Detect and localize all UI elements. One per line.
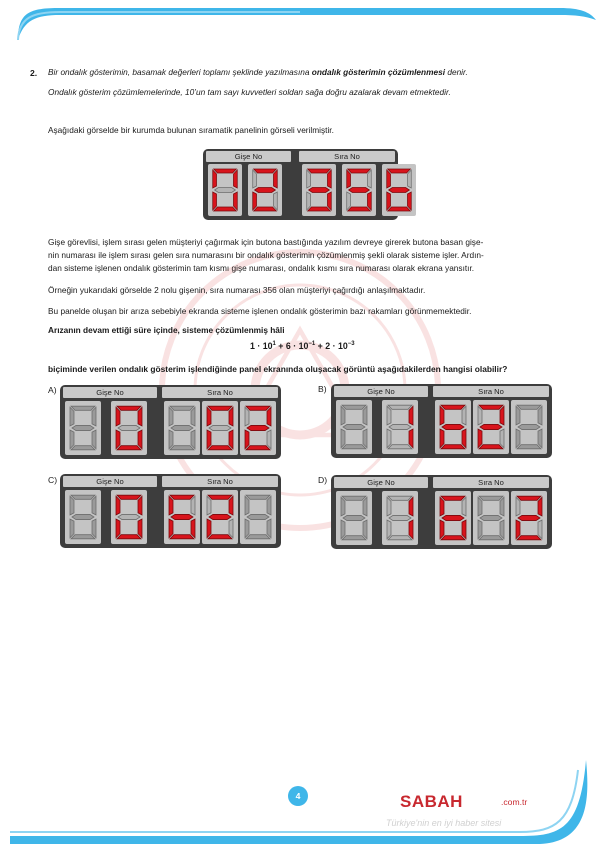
intro-line-2: Ondalık gösterim çözümlemelerinde, 10’un tam sayı kuvvetleri soldan sağa doğru azalarak devam etmektedir. xyxy=(48,87,451,97)
segment-f xyxy=(169,496,173,515)
segment-d xyxy=(441,536,465,540)
main-digit-2 xyxy=(248,164,282,216)
segment-c xyxy=(500,429,504,448)
segment-d xyxy=(342,445,366,449)
segment-c xyxy=(92,519,96,538)
segment-c xyxy=(138,430,142,449)
segment-c xyxy=(538,520,542,539)
segment-f xyxy=(478,497,482,516)
segment-g xyxy=(343,515,365,520)
segment-d xyxy=(254,207,277,211)
gise-no-label: Gişe No xyxy=(206,151,291,162)
segment-e xyxy=(307,192,311,210)
segment-e xyxy=(245,519,249,538)
segment-g xyxy=(72,514,94,519)
segment-b xyxy=(409,406,413,425)
segment-g xyxy=(255,188,276,193)
segment-f xyxy=(245,407,249,426)
segment-g xyxy=(343,424,365,429)
segment-g xyxy=(171,425,193,430)
segment-f xyxy=(387,406,391,425)
segment-f xyxy=(213,170,217,188)
segment-f xyxy=(440,406,444,425)
fault-text: Bu panelde oluşan bir arıza sebebiyle ekranda sisteme işlenen ondalık gösterimin bazı rakamları görünmemektedir. xyxy=(48,306,472,316)
segment-a xyxy=(348,169,371,173)
segment-a xyxy=(170,406,194,410)
segment-g xyxy=(215,188,236,193)
segment-g xyxy=(389,515,411,520)
segment-b xyxy=(538,497,542,516)
main-digit-3 xyxy=(302,164,336,216)
segment-d xyxy=(441,445,465,449)
intro-line-1: Bir ondalık gösterimin, basamak değerleri toplamı şeklinde yazılmasına ondalık gösterimin çözümlenmesi denir. xyxy=(48,67,468,77)
bold-intro-text: Arızanın devam ettiği süre içinde, sisteme çözümlenmiş hâli xyxy=(48,325,285,335)
segment-f xyxy=(116,407,120,426)
option-d-digit-5 xyxy=(511,491,547,545)
segment-d xyxy=(388,536,412,540)
segment-a xyxy=(208,495,232,499)
segment-c xyxy=(409,520,413,539)
segment-f xyxy=(307,170,311,188)
segment-b xyxy=(409,497,413,516)
segment-e xyxy=(341,429,345,448)
page-number-badge: 4 xyxy=(288,786,308,806)
option-c-panel[interactable] xyxy=(60,474,281,548)
segment-e xyxy=(516,520,520,539)
segment-a xyxy=(208,406,232,410)
segment-f xyxy=(341,497,345,516)
segment-c xyxy=(267,430,271,449)
segment-e xyxy=(70,430,74,449)
segment-g xyxy=(349,188,370,193)
option-a-digit-1 xyxy=(65,401,101,455)
segment-d xyxy=(517,536,541,540)
segment-g xyxy=(247,514,269,519)
segment-a xyxy=(214,169,237,173)
segment-b xyxy=(408,170,412,188)
segment-a xyxy=(246,406,270,410)
segment-c xyxy=(462,520,466,539)
main-queue-panel xyxy=(203,149,398,220)
segment-c xyxy=(328,192,332,210)
segment-g xyxy=(442,515,464,520)
segment-e xyxy=(516,429,520,448)
segment-f xyxy=(516,406,520,425)
option-d-label[interactable]: D) xyxy=(318,475,328,485)
segment-d xyxy=(71,446,95,450)
segment-d xyxy=(388,445,412,449)
segment-e xyxy=(440,520,444,539)
segment-g xyxy=(309,188,330,193)
option-a-panel[interactable] xyxy=(60,385,281,459)
segment-d xyxy=(208,535,232,539)
segment-f xyxy=(347,170,351,188)
sira-no-label: Sıra No xyxy=(162,476,278,487)
segment-g xyxy=(518,515,540,520)
segment-d xyxy=(348,207,371,211)
segment-g xyxy=(389,424,411,429)
segment-g xyxy=(118,425,140,430)
option-d-digit-1 xyxy=(336,491,372,545)
segment-c xyxy=(363,520,367,539)
segment-b xyxy=(500,406,504,425)
segment-e xyxy=(245,430,249,449)
option-a-label[interactable]: A) xyxy=(48,385,57,395)
segment-e xyxy=(387,429,391,448)
segment-b xyxy=(328,170,332,188)
segment-a xyxy=(388,496,412,500)
segment-d xyxy=(214,207,237,211)
segment-a xyxy=(170,495,194,499)
segment-a xyxy=(388,405,412,409)
segment-a xyxy=(388,169,411,173)
segment-f xyxy=(341,406,345,425)
option-a-digit-2 xyxy=(111,401,147,455)
segment-e xyxy=(169,519,173,538)
segment-a xyxy=(479,496,503,500)
segment-c xyxy=(229,519,233,538)
segment-d xyxy=(117,446,141,450)
segment-b xyxy=(462,406,466,425)
segment-g xyxy=(247,425,269,430)
segment-d xyxy=(479,536,503,540)
segment-f xyxy=(207,496,211,515)
segment-d xyxy=(479,445,503,449)
main-digit-4 xyxy=(342,164,376,216)
segment-e xyxy=(207,430,211,449)
segment-b xyxy=(138,496,142,515)
segment-g xyxy=(72,425,94,430)
top-decorative-swoosh xyxy=(0,0,600,40)
segment-g xyxy=(518,424,540,429)
segment-d xyxy=(246,535,270,539)
option-c-digit-5 xyxy=(240,490,276,544)
segment-e xyxy=(478,429,482,448)
gise-no-label: Gişe No xyxy=(63,387,157,398)
main-digit-1 xyxy=(208,164,242,216)
segment-d xyxy=(308,207,331,211)
segment-d xyxy=(117,535,141,539)
sabah-logo: SABAH xyxy=(400,792,463,811)
segment-b xyxy=(191,407,195,426)
segment-c xyxy=(363,429,367,448)
question-number: 2. xyxy=(30,68,38,78)
segment-b xyxy=(462,497,466,516)
description-line-3: dan sisteme işlenen ondalık gösterimin tam kısmı gişe numarası, ondalık kısmı sıra numarası olarak ekrana yansıtır. xyxy=(48,263,475,273)
decomposition-formula: $1 \cdot 10^1 + 6 \cdot 10^{-1} + 2 \cdot 10^{-3}$ xyxy=(250,341,355,351)
segment-g xyxy=(480,515,502,520)
segment-a xyxy=(441,496,465,500)
segment-e xyxy=(387,520,391,539)
segment-d xyxy=(71,535,95,539)
segment-b xyxy=(229,496,233,515)
segment-g xyxy=(118,514,140,519)
segment-b xyxy=(368,170,372,188)
question-prompt: biçiminde verilen ondalık gösterim işlendiğinde panel ekranında oluşacak görüntü aşağıdakilerden hangisi olabilir? xyxy=(48,364,508,374)
segment-a xyxy=(441,405,465,409)
sabah-slogan: Türkiye'nin en iyi haber sitesi xyxy=(386,818,502,828)
segment-b xyxy=(267,407,271,426)
segment-f xyxy=(478,406,482,425)
option-b-digit-2 xyxy=(382,400,418,454)
example-text: Örneğin yukarıdaki görselde 2 nolu gişenin, sıra numarası 356 olan müşteriyi çağırdığı anlaşılmaktadır. xyxy=(48,285,426,295)
segment-b xyxy=(229,407,233,426)
segment-a xyxy=(254,169,277,173)
segment-g xyxy=(480,424,502,429)
segment-c xyxy=(92,430,96,449)
segment-c xyxy=(138,519,142,538)
option-c-digit-1 xyxy=(65,490,101,544)
segment-e xyxy=(387,192,391,210)
segment-g xyxy=(209,514,231,519)
main-digit-5 xyxy=(382,164,416,216)
segment-d xyxy=(208,446,232,450)
segment-e xyxy=(116,519,120,538)
option-d-digit-4 xyxy=(473,491,509,545)
segment-f xyxy=(245,496,249,515)
sira-no-label: Sıra No xyxy=(433,386,549,397)
segment-g xyxy=(442,424,464,429)
segment-e xyxy=(169,430,173,449)
option-a-digit-5 xyxy=(240,401,276,455)
segment-f xyxy=(207,407,211,426)
segment-a xyxy=(71,406,95,410)
segment-f xyxy=(440,497,444,516)
segment-b xyxy=(234,170,238,188)
segment-f xyxy=(169,407,173,426)
segment-c xyxy=(500,520,504,539)
gise-no-label: Gişe No xyxy=(63,476,157,487)
option-c-digit-3 xyxy=(164,490,200,544)
segment-d xyxy=(388,207,411,211)
description-line-2: nin numarası ile işlem sırası gelen sıra numarasını bir ondalık gösterimin çözümlenmiş şekli olarak sisteme işler. Ardın- xyxy=(48,250,484,260)
option-c-digit-4 xyxy=(202,490,238,544)
segment-g xyxy=(171,514,193,519)
sira-no-label: Sıra No xyxy=(299,151,395,162)
segment-b xyxy=(363,406,367,425)
segment-f xyxy=(253,170,257,188)
segment-f xyxy=(70,407,74,426)
segment-e xyxy=(213,192,217,210)
segment-f xyxy=(116,496,120,515)
segment-a xyxy=(342,496,366,500)
segment-d xyxy=(246,446,270,450)
segment-a xyxy=(246,495,270,499)
option-b-panel[interactable] xyxy=(331,384,552,458)
segment-a xyxy=(517,405,541,409)
segment-b xyxy=(92,407,96,426)
panel-intro-text: Aşağıdaki görselde bir kurumda bulunan sıramatik panelinin görseli verilmiştir. xyxy=(48,125,334,135)
segment-g xyxy=(209,425,231,430)
segment-b xyxy=(92,496,96,515)
segment-c xyxy=(538,429,542,448)
option-b-digit-5 xyxy=(511,400,547,454)
segment-b xyxy=(267,496,271,515)
segment-a xyxy=(479,405,503,409)
segment-b xyxy=(138,407,142,426)
segment-c xyxy=(462,429,466,448)
sabah-domain: .com.tr xyxy=(501,797,528,807)
option-b-digit-4 xyxy=(473,400,509,454)
segment-a xyxy=(117,495,141,499)
option-a-digit-3 xyxy=(164,401,200,455)
segment-c xyxy=(409,429,413,448)
segment-b xyxy=(500,497,504,516)
segment-a xyxy=(308,169,331,173)
segment-e xyxy=(478,520,482,539)
segment-b xyxy=(363,497,367,516)
segment-f xyxy=(516,497,520,516)
segment-c xyxy=(234,192,238,210)
segment-c xyxy=(191,430,195,449)
gise-no-label: Gişe No xyxy=(334,477,428,488)
option-d-digit-3 xyxy=(435,491,471,545)
segment-e xyxy=(116,430,120,449)
segment-c xyxy=(274,192,278,210)
segment-e xyxy=(253,192,257,210)
gise-no-label: Gişe No xyxy=(334,386,428,397)
option-b-label[interactable]: B) xyxy=(318,384,327,394)
option-a-digit-4 xyxy=(202,401,238,455)
segment-c xyxy=(229,430,233,449)
segment-f xyxy=(70,496,74,515)
segment-a xyxy=(342,405,366,409)
option-d-panel[interactable] xyxy=(331,475,552,549)
segment-c xyxy=(368,192,372,210)
segment-f xyxy=(387,497,391,516)
description-line-1: Gişe görevlisi, işlem sırası gelen müşteriyi çağırmak için butona bastığında yazılım devreye girerek butona basan gişe- xyxy=(48,237,484,247)
segment-e xyxy=(347,192,351,210)
segment-a xyxy=(517,496,541,500)
option-b-digit-3 xyxy=(435,400,471,454)
segment-f xyxy=(387,170,391,188)
segment-b xyxy=(274,170,278,188)
segment-d xyxy=(517,445,541,449)
option-b-digit-1 xyxy=(336,400,372,454)
segment-g xyxy=(389,188,410,193)
segment-a xyxy=(117,406,141,410)
segment-e xyxy=(341,520,345,539)
segment-b xyxy=(538,406,542,425)
segment-c xyxy=(267,519,271,538)
segment-e xyxy=(440,429,444,448)
option-c-digit-2 xyxy=(111,490,147,544)
segment-d xyxy=(342,536,366,540)
segment-c xyxy=(191,519,195,538)
option-c-label[interactable]: C) xyxy=(48,475,58,485)
segment-c xyxy=(408,192,412,210)
sira-no-label: Sıra No xyxy=(433,477,549,488)
option-d-digit-2 xyxy=(382,491,418,545)
segment-e xyxy=(70,519,74,538)
segment-e xyxy=(207,519,211,538)
sira-no-label: Sıra No xyxy=(162,387,278,398)
segment-b xyxy=(191,496,195,515)
segment-d xyxy=(170,535,194,539)
segment-d xyxy=(170,446,194,450)
segment-a xyxy=(71,495,95,499)
